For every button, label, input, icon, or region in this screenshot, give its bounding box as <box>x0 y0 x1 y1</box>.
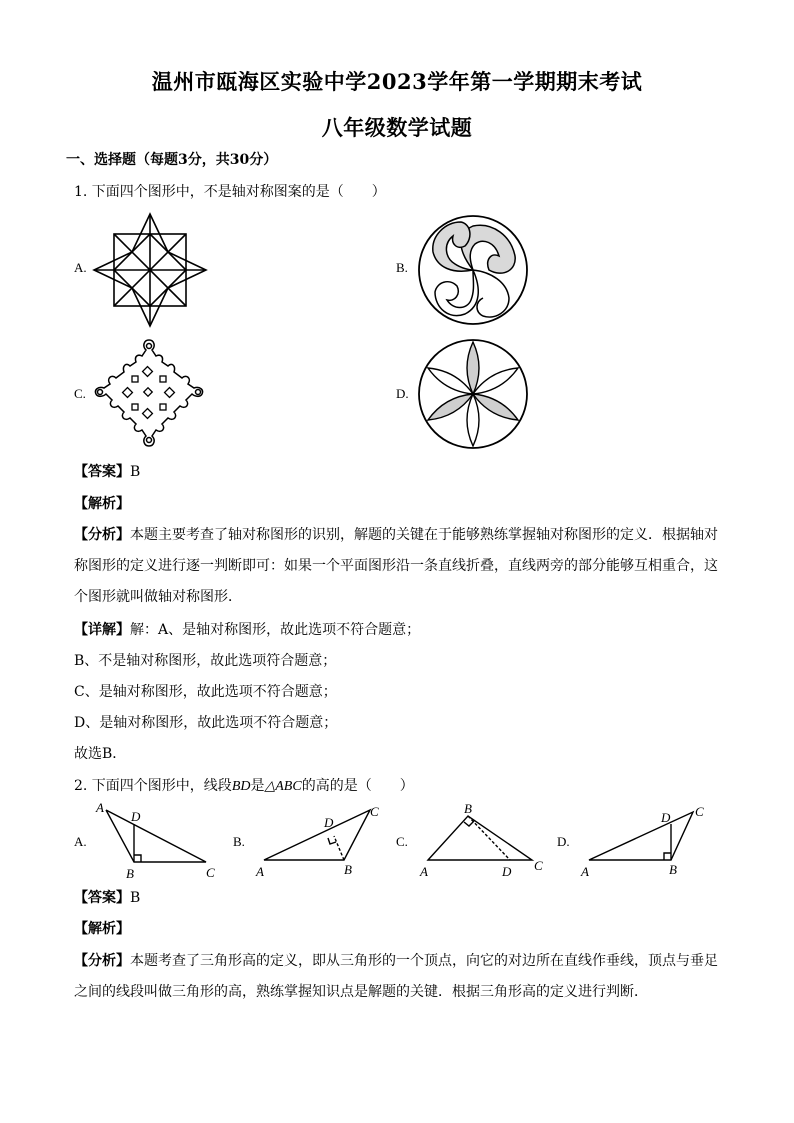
q1-detail-line-4: D、是轴对称图形，故此选项不符合题意； <box>74 715 338 731</box>
answer-label: 【答案】 <box>74 464 130 480</box>
point-label-d: D <box>502 864 512 879</box>
point-label-d: D <box>324 815 334 830</box>
q1-option-c-label: C. <box>74 386 86 401</box>
q2-answer <box>74 888 140 908</box>
point-label-c: C <box>534 858 543 873</box>
point-label-a: A <box>581 864 589 879</box>
q2-option-d-label: D. <box>557 834 570 849</box>
point-label-a: A <box>420 864 428 879</box>
segment-label: BD <box>231 779 251 794</box>
point-label-d: D <box>131 809 141 824</box>
point-label-c: C <box>370 804 379 819</box>
analysis-tag: 【分析】 <box>74 527 130 543</box>
q1-analysis <box>74 520 722 613</box>
q2-option-a-label: A. <box>74 834 87 849</box>
q1-figure-a-star <box>92 212 208 328</box>
q1-option-a-label: A. <box>74 260 87 275</box>
point-label-c: C <box>206 865 215 880</box>
answer-label: 【答案】 <box>74 890 130 906</box>
q1-detail-line-5: 故选B． <box>74 746 127 762</box>
analysis-text: 本题主要考查了轴对称图形的识别，解题的关键在于能够熟练掌握轴对称图形的定义．根据轴对称图形的定义进行逐一判断即可：如果一个平面图形沿一条直线折叠，直线两旁的部分能够互相重合，这个图形就叫做轴对称图形． <box>74 527 718 605</box>
point-label-a: A <box>256 864 264 879</box>
q2-figure-a-triangle <box>92 800 222 882</box>
analysis-text: 本题考查了三角形高的定义，即从三角形的一个顶点，向它的对边所在直线作垂线，顶点与垂足之间的线段叫做三角形的高，熟练掌握知识点是解题的关键．根据三角形高的定义进行判断． <box>74 953 718 1000</box>
stem-text: 2. 下面四个图形中，线段 <box>74 778 232 794</box>
q2-figure-d-triangle <box>575 800 715 882</box>
q1-answer <box>74 462 140 482</box>
q2-analysis <box>74 946 722 1008</box>
q1-option-b-label: B. <box>396 260 408 275</box>
answer-value: B <box>130 890 141 906</box>
q2-analysis-label: 【解析】 <box>74 921 130 937</box>
page-title: 温州市瓯海区实验中学2023学年第一学期期末考试 <box>151 69 643 94</box>
page-subtitle: 八年级数学试题 <box>321 115 473 140</box>
analysis-tag: 【分析】 <box>74 953 130 969</box>
point-label-b: B <box>344 862 352 877</box>
q1-detail-line-1 <box>74 620 420 640</box>
q2-option-c-label: C. <box>396 834 408 849</box>
point-label-b: B <box>669 862 677 877</box>
q2-stem <box>74 776 414 797</box>
stem-text: 是 <box>250 778 265 794</box>
section-heading: 一、选择题（每题3分，共30分） <box>66 152 278 168</box>
q1-detail-line-3: C、是轴对称图形，故此选项不符合题意； <box>74 684 337 700</box>
answer-value: B <box>130 464 141 480</box>
q2-figure-c-triangle <box>412 800 552 882</box>
q1-figure-c-ornament <box>90 334 208 450</box>
q1-figure-d-flower-circle <box>415 336 531 452</box>
detail-text: 解：A、是轴对称图形，故此选项不符合题意； <box>130 622 421 638</box>
q1-option-d-label: D. <box>396 386 409 401</box>
point-label-a: A <box>96 800 104 815</box>
q2-option-b-label: B. <box>233 834 245 849</box>
point-label-c: C <box>695 804 704 819</box>
detail-tag: 【详解】 <box>74 622 130 638</box>
q1-detail-line-2: B、不是轴对称图形，故此选项符合题意； <box>74 653 337 669</box>
q1-analysis-label: 【解析】 <box>74 496 130 512</box>
q2-figure-b-triangle <box>252 800 387 882</box>
q1-figure-b-swirl-circle <box>415 212 531 328</box>
stem-text: 的高的是（ ） <box>301 778 414 794</box>
point-label-d: D <box>661 810 671 825</box>
point-label-b: B <box>126 866 134 881</box>
triangle-label: △ABC <box>264 779 302 794</box>
point-label-b: B <box>464 801 472 816</box>
q1-stem: 1. 下面四个图形中，不是轴对称图案的是（ ） <box>74 184 386 200</box>
